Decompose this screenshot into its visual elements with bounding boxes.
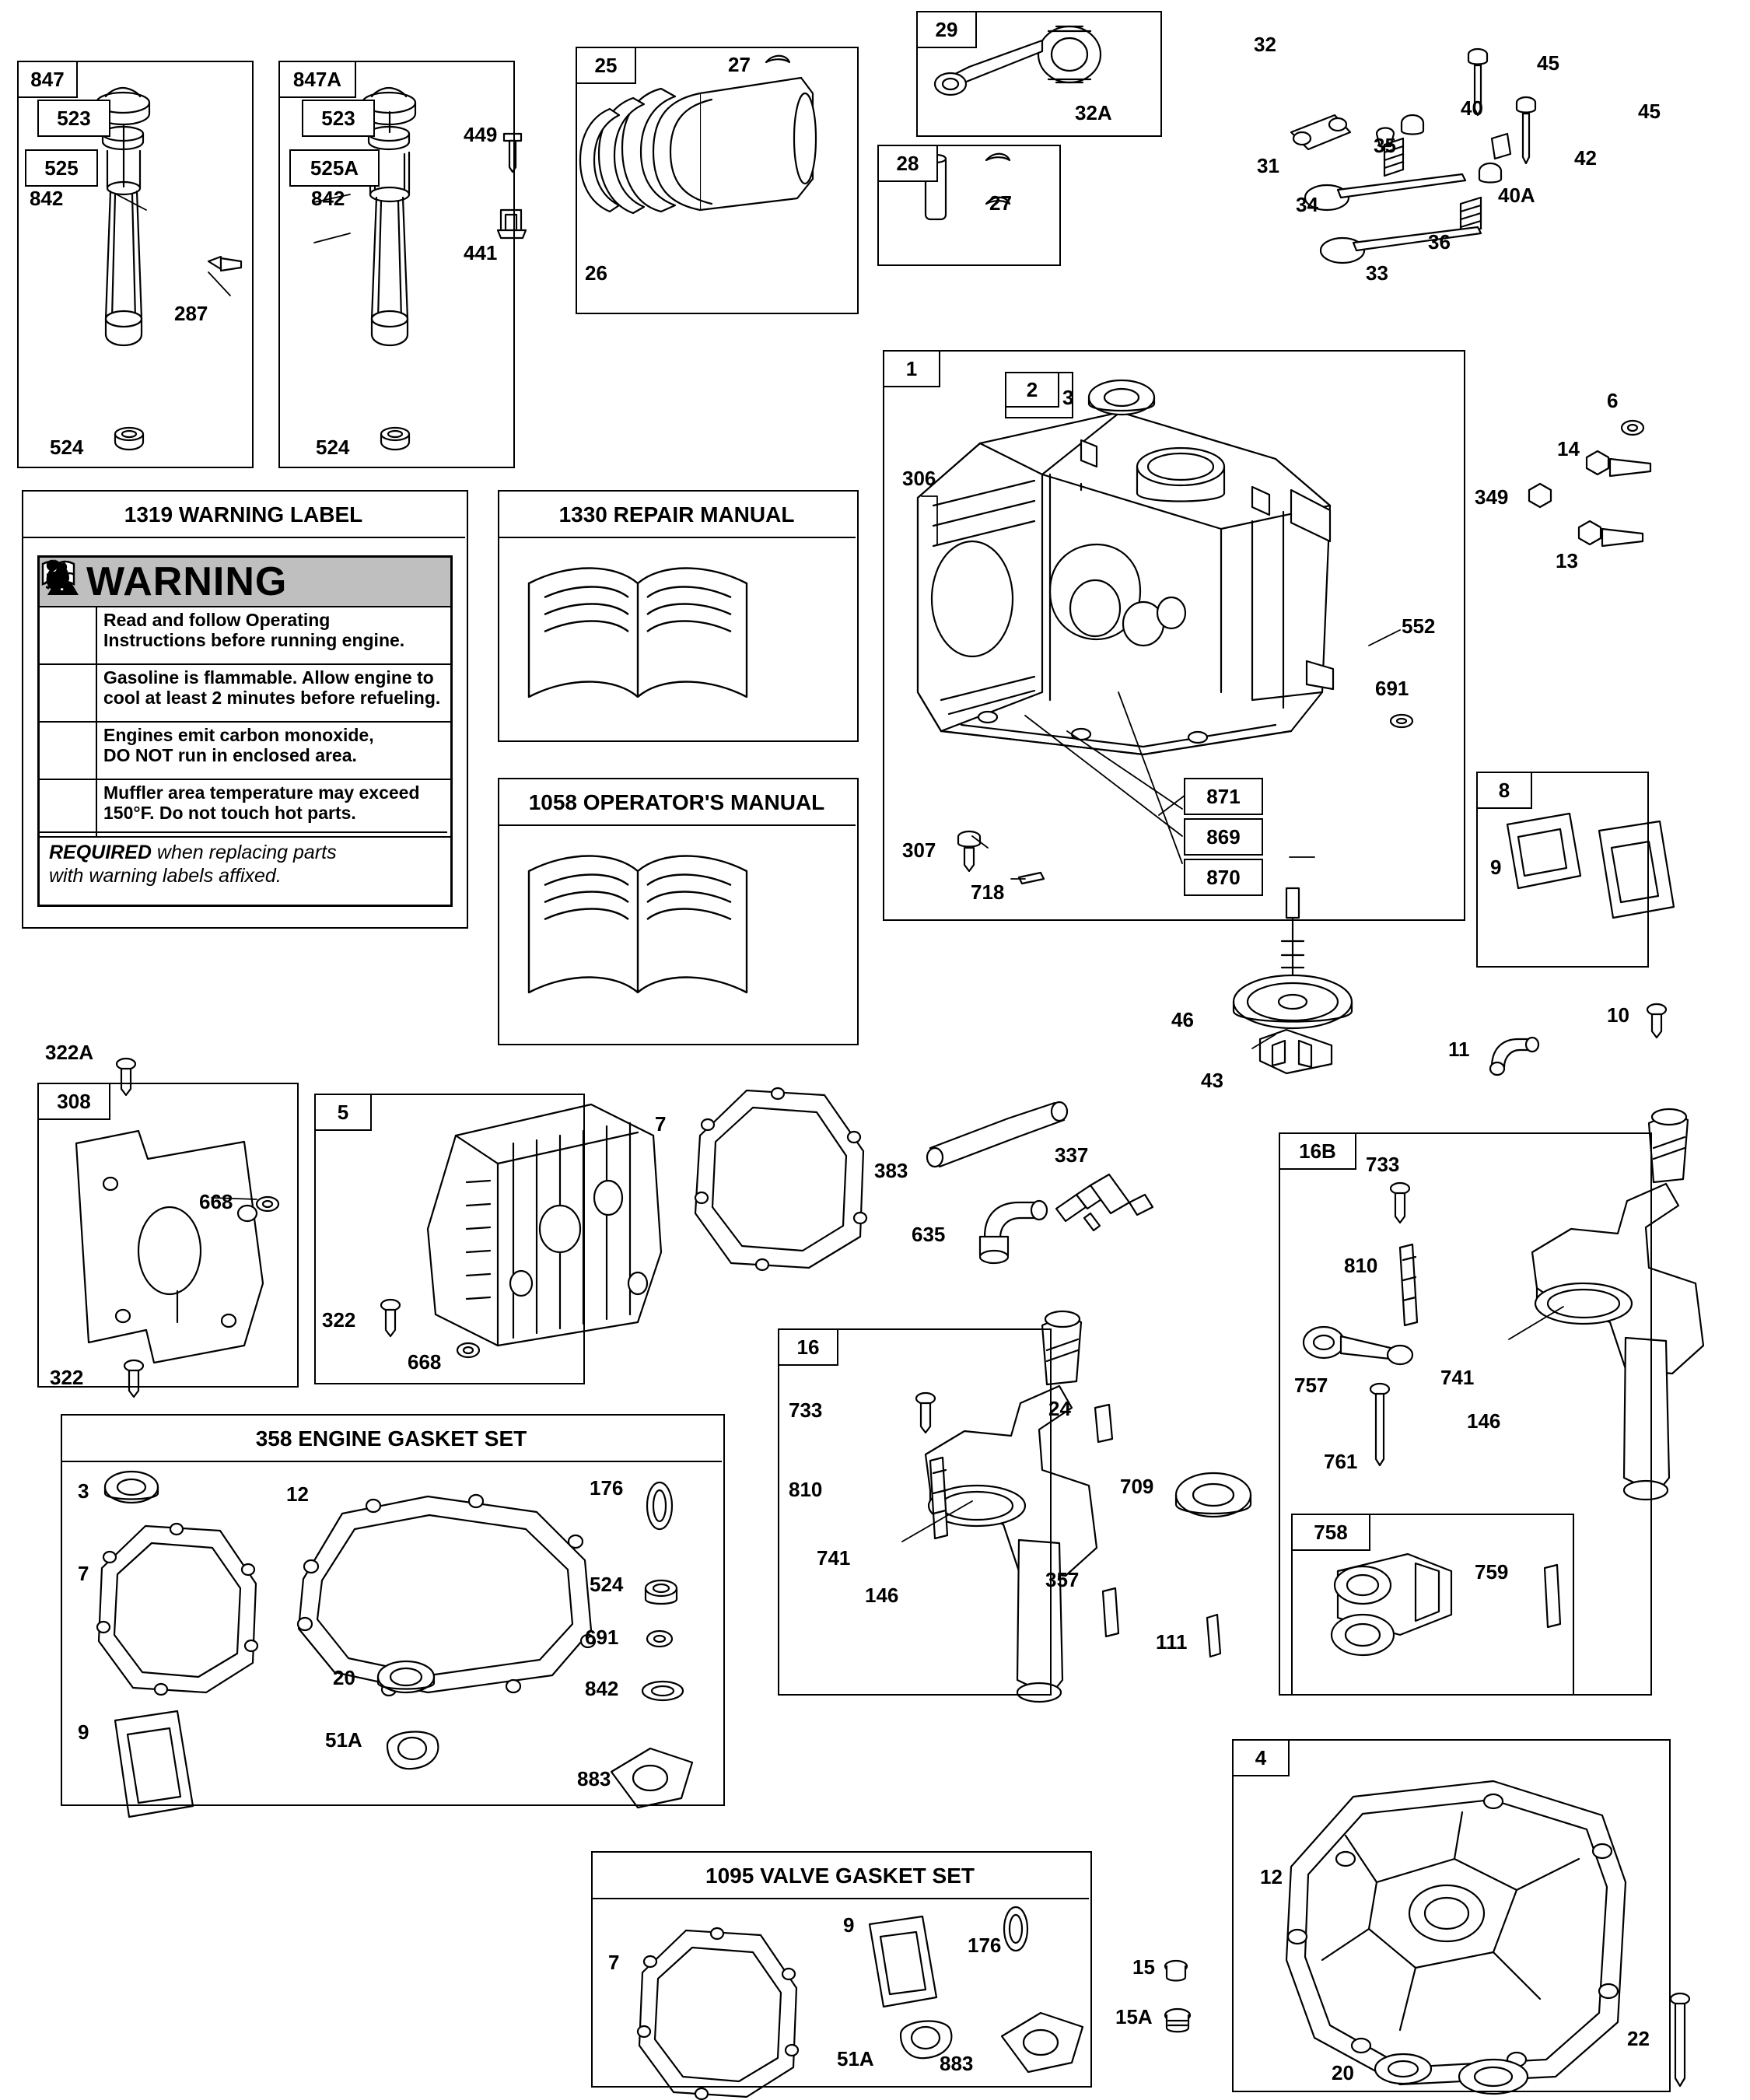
warning-text-co: Engines emit carbon monoxide, DO NOT run in enclosed area.	[103, 725, 374, 765]
repair-manual-title: 1330 REPAIR MANUAL	[558, 502, 795, 527]
gasket-set-title-rule	[61, 1461, 722, 1462]
callout-146-16: 146	[865, 1584, 899, 1607]
callout-9-valveset: 9	[843, 1913, 855, 1937]
callout-635: 635	[912, 1223, 946, 1246]
callout-14: 14	[1557, 437, 1580, 460]
panel-16-crankshaft	[778, 1328, 1052, 1696]
callout-42: 42	[1574, 146, 1597, 170]
callout-842: 842	[30, 187, 64, 210]
panel-25	[576, 47, 859, 314]
callout-741-16B: 741	[1440, 1366, 1475, 1389]
callout-709: 709	[1120, 1475, 1154, 1498]
panel-tag-847A: 847A	[278, 61, 356, 98]
callout-691-set: 691	[585, 1626, 619, 1649]
callout-810-16: 810	[789, 1478, 823, 1501]
callout-524-847: 524	[50, 436, 84, 459]
callout-883-valveset: 883	[940, 2052, 974, 2075]
panel-tag-847: 847	[17, 61, 78, 98]
callout-24: 24	[1048, 1397, 1071, 1420]
warning-row-fuel	[40, 665, 450, 723]
warning-footer-line2: with warning labels affixed.	[49, 865, 282, 887]
callout-3-seal: 3	[1062, 386, 1074, 409]
callout-176-valveset: 176	[968, 1934, 1002, 1957]
callout-525A: 525A	[289, 149, 380, 187]
callout-45-a: 45	[1537, 51, 1559, 75]
callout-322-bottom: 322	[50, 1366, 84, 1389]
callout-45-b: 45	[1638, 100, 1661, 123]
callout-6: 6	[1607, 389, 1619, 412]
callout-337: 337	[1055, 1143, 1089, 1167]
callout-35: 35	[1374, 134, 1396, 157]
callout-20-sump: 20	[1332, 2061, 1354, 2084]
manual-icon	[40, 607, 97, 663]
callout-871: 871	[1184, 778, 1263, 815]
panel-5-head	[314, 1094, 585, 1384]
callout-322A: 322A	[45, 1041, 94, 1064]
callout-383: 383	[874, 1159, 908, 1182]
callout-523-a: 523	[302, 100, 375, 137]
callout-10: 10	[1607, 1003, 1629, 1027]
engine-gasket-set-title: 358 ENGINE GASKET SET	[255, 1426, 527, 1451]
operators-manual-title: 1058 OPERATOR'S MANUAL	[528, 790, 825, 814]
panel-tag-16B: 16B	[1279, 1132, 1356, 1170]
callout-9-panel8: 9	[1490, 856, 1502, 879]
panel-tag-28: 28	[877, 145, 938, 182]
carbon-monoxide-icon	[40, 723, 97, 779]
callout-20-set: 20	[333, 1666, 355, 1689]
callout-34: 34	[1296, 193, 1318, 216]
callout-46: 46	[1171, 1008, 1194, 1031]
callout-883-set: 883	[577, 1767, 611, 1790]
callout-40: 40	[1461, 96, 1483, 120]
callout-36: 36	[1428, 230, 1451, 254]
callout-349: 349	[1475, 485, 1509, 509]
callout-842-a: 842	[311, 187, 345, 210]
warning-footer	[40, 833, 450, 895]
callout-441: 441	[464, 241, 498, 264]
panel-tag-758: 758	[1291, 1514, 1370, 1551]
callout-449: 449	[464, 123, 498, 146]
panel-tag-16: 16	[778, 1328, 838, 1366]
warning-text-muffler: Muffler area temperature may exceed 150°F. Do not touch hot parts.	[103, 782, 420, 823]
warning-row-manual	[40, 607, 450, 665]
callout-842-set: 842	[585, 1677, 619, 1700]
callout-870: 870	[1184, 859, 1263, 896]
panel-tag-5: 5	[314, 1094, 372, 1131]
callout-525: 525	[25, 149, 98, 187]
warning-decal-header	[40, 558, 450, 607]
callout-322-head: 322	[322, 1308, 356, 1332]
callout-759: 759	[1475, 1560, 1509, 1584]
callout-43: 43	[1201, 1069, 1223, 1092]
warning-row-muffler	[40, 780, 450, 838]
panel-engine-gasket-set	[61, 1414, 725, 1806]
panel-tag-4: 4	[1232, 1739, 1290, 1776]
warning-footer-rest: when replacing parts	[151, 842, 337, 863]
panel-tag-29: 29	[916, 11, 977, 48]
panel-tag-308: 308	[37, 1083, 110, 1120]
callout-691-block: 691	[1375, 677, 1409, 700]
callout-11: 11	[1448, 1038, 1470, 1061]
panel-tag-2: 2	[1005, 372, 1059, 408]
panel-tag-1: 1	[883, 350, 940, 387]
panel-4-sump	[1232, 1739, 1671, 2092]
callout-22: 22	[1627, 2027, 1650, 2050]
callout-31: 31	[1257, 154, 1279, 177]
panel-tag-8: 8	[1476, 772, 1532, 809]
callout-32A: 32A	[1075, 101, 1112, 124]
callout-761: 761	[1324, 1450, 1358, 1473]
repair-manual-art	[498, 537, 856, 739]
callout-146-16B: 146	[1467, 1409, 1501, 1433]
callout-306: 306	[902, 467, 936, 490]
callout-12-sump: 12	[1260, 1865, 1283, 1888]
callout-51A-set: 51A	[325, 1728, 362, 1752]
callout-9-set: 9	[78, 1720, 89, 1744]
valve-gasket-set-title: 1095 VALVE GASKET SET	[705, 1864, 975, 1888]
warning-row-co	[40, 723, 450, 780]
callout-111: 111	[1156, 1630, 1188, 1654]
valve-gasket-title-rule	[591, 1898, 1089, 1899]
panel-308	[37, 1083, 299, 1388]
callout-307: 307	[902, 838, 936, 862]
callout-357: 357	[1045, 1568, 1080, 1591]
callout-718: 718	[971, 880, 1005, 904]
callout-668-right: 668	[199, 1190, 233, 1213]
callout-13: 13	[1556, 549, 1578, 572]
callout-27-pin: 27	[989, 191, 1012, 215]
callout-7-loose: 7	[655, 1112, 667, 1136]
callout-757: 757	[1294, 1374, 1328, 1397]
callout-552: 552	[1402, 614, 1436, 638]
callout-869: 869	[1184, 818, 1263, 856]
warning-footer-required: REQUIRED	[49, 842, 152, 863]
callout-810-16B: 810	[1344, 1254, 1378, 1277]
panel-tag-25: 25	[576, 47, 636, 84]
callout-40A: 40A	[1498, 184, 1535, 207]
callout-3-set: 3	[78, 1479, 89, 1503]
flame-icon	[40, 665, 97, 721]
callout-733-16B: 733	[1366, 1153, 1400, 1176]
callout-26: 26	[585, 261, 607, 285]
callout-15A: 15A	[1115, 2005, 1153, 2028]
warning-text-fuel: Gasoline is flammable. Allow engine to cool at least 2 minutes before refueling.	[103, 667, 441, 708]
hot-surface-icon	[40, 780, 97, 836]
callout-33: 33	[1366, 261, 1388, 285]
callout-741-16: 741	[817, 1546, 851, 1570]
callout-7-set: 7	[78, 1562, 89, 1585]
panel-1-cylinder	[883, 350, 1465, 921]
callout-524-847A: 524	[316, 436, 350, 459]
callout-287: 287	[174, 302, 208, 325]
warning-panel-title-rule	[22, 537, 465, 538]
callout-733-16: 733	[789, 1398, 823, 1422]
callout-12-set: 12	[286, 1482, 309, 1506]
callout-15: 15	[1132, 1955, 1155, 1979]
warning-text-manual: Read and follow Operating Instructions before running engine.	[103, 610, 405, 650]
operators-manual-art	[498, 824, 856, 1042]
warning-heading: WARNING	[86, 559, 288, 604]
callout-51A-valveset: 51A	[837, 2047, 874, 2070]
callout-176-set: 176	[590, 1476, 624, 1500]
callout-668-head: 668	[408, 1350, 442, 1374]
warning-label-panel-title: 1319 WARNING LABEL	[124, 502, 363, 527]
warning-decal	[37, 555, 453, 907]
callout-524-set: 524	[590, 1573, 624, 1596]
callout-32: 32	[1254, 33, 1276, 56]
callout-27-piston: 27	[728, 53, 751, 76]
callout-7-valveset: 7	[608, 1951, 620, 1974]
callout-523: 523	[37, 100, 110, 137]
